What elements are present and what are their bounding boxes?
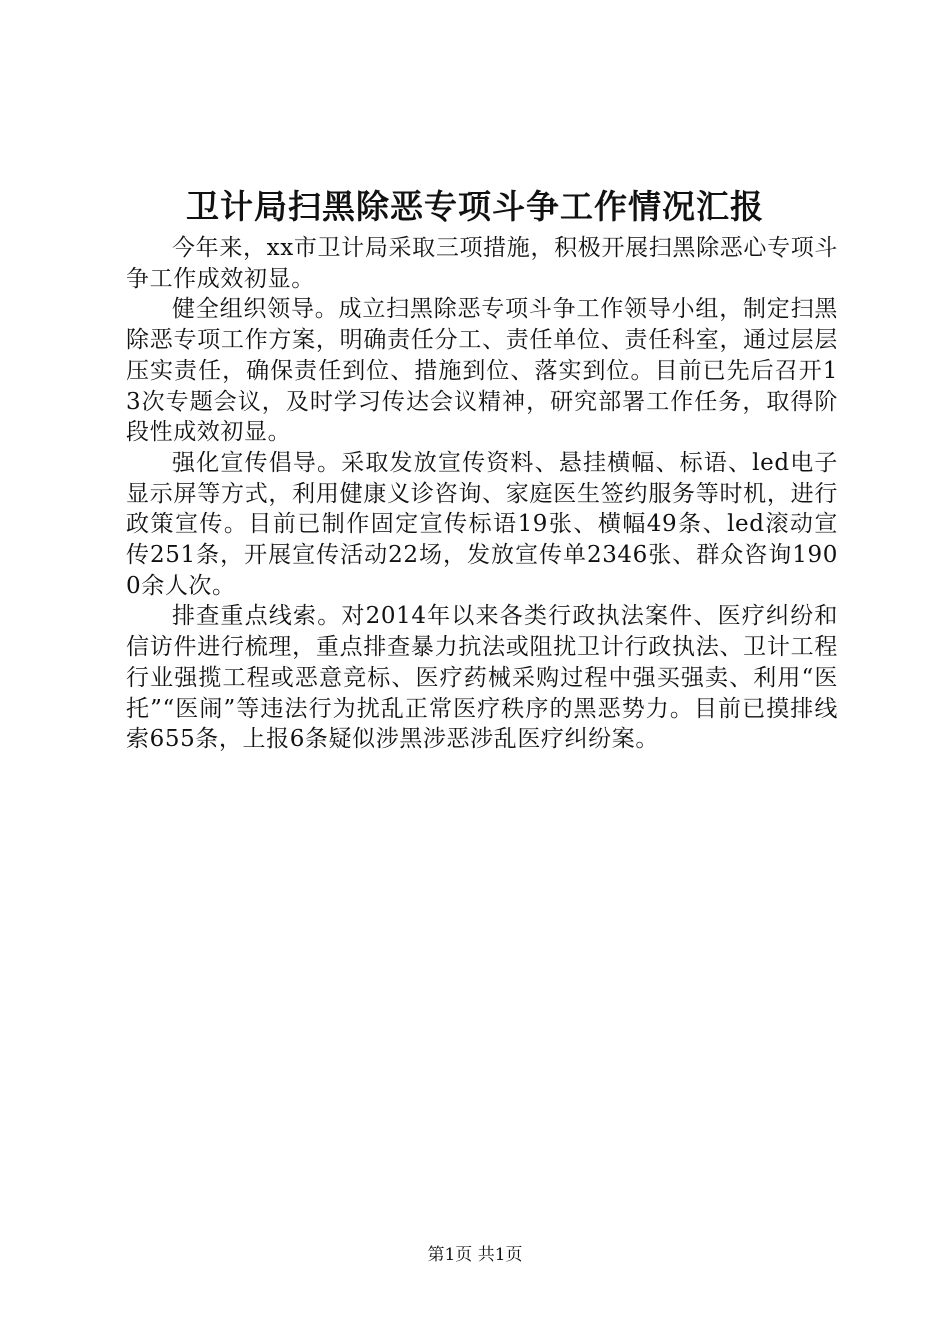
paragraph-investigation: 排查重点线索。对2014年以来各类行政执法案件、医疗纠纷和信访件进行梳理，重点排查暴力抗法或阻扰卫计行政执法、卫计工程行业强揽工程或恶意竞标、医疗药械采购过程中强买强卖、利用“医托”“医闹”等违法行为扰乱正常医疗秩序的黑恶势力。目前已摸排线索655条，上报6条疑似涉黑涉恶涉乱医疗纠纷案。 — [126, 603, 838, 753]
paragraph-publicity: 强化宣传倡导。采取发放宣传资料、悬挂横幅、标语、led电子显示屏等方式，利用健康义诊咨询、家庭医生签约服务等时机，进行政策宣传。目前已制作固定宣传标语19张、横幅49条、led滚动宣传251条，开展宣传活动22场，发放宣传单2346张、群众咨询1900余人次。 — [126, 449, 838, 599]
paragraph-organization: 健全组织领导。成立扫黑除恶专项斗争工作领导小组，制定扫黑除恶专项工作方案，明确责任分工、责任单位、责任科室，通过层层压实责任，确保责任到位、措施到位、落实到位。目前已先后召开13次专题会议，及时学习传达会议精神，研究部署工作任务，取得阶段性成效初显。 — [126, 296, 838, 446]
document-body — [126, 233, 838, 755]
page-total: 共1页 — [477, 1245, 523, 1265]
page-number: 第1页 — [427, 1245, 473, 1265]
document-title: 卫计局扫黑除恶专项斗争工作情况汇报 — [186, 187, 764, 226]
paragraph-intro: 今年来，xx市卫计局采取三项措施，积极开展扫黑除恶心专项斗争工作成效初显。 — [126, 235, 838, 292]
page-footer — [0, 1244, 950, 1266]
